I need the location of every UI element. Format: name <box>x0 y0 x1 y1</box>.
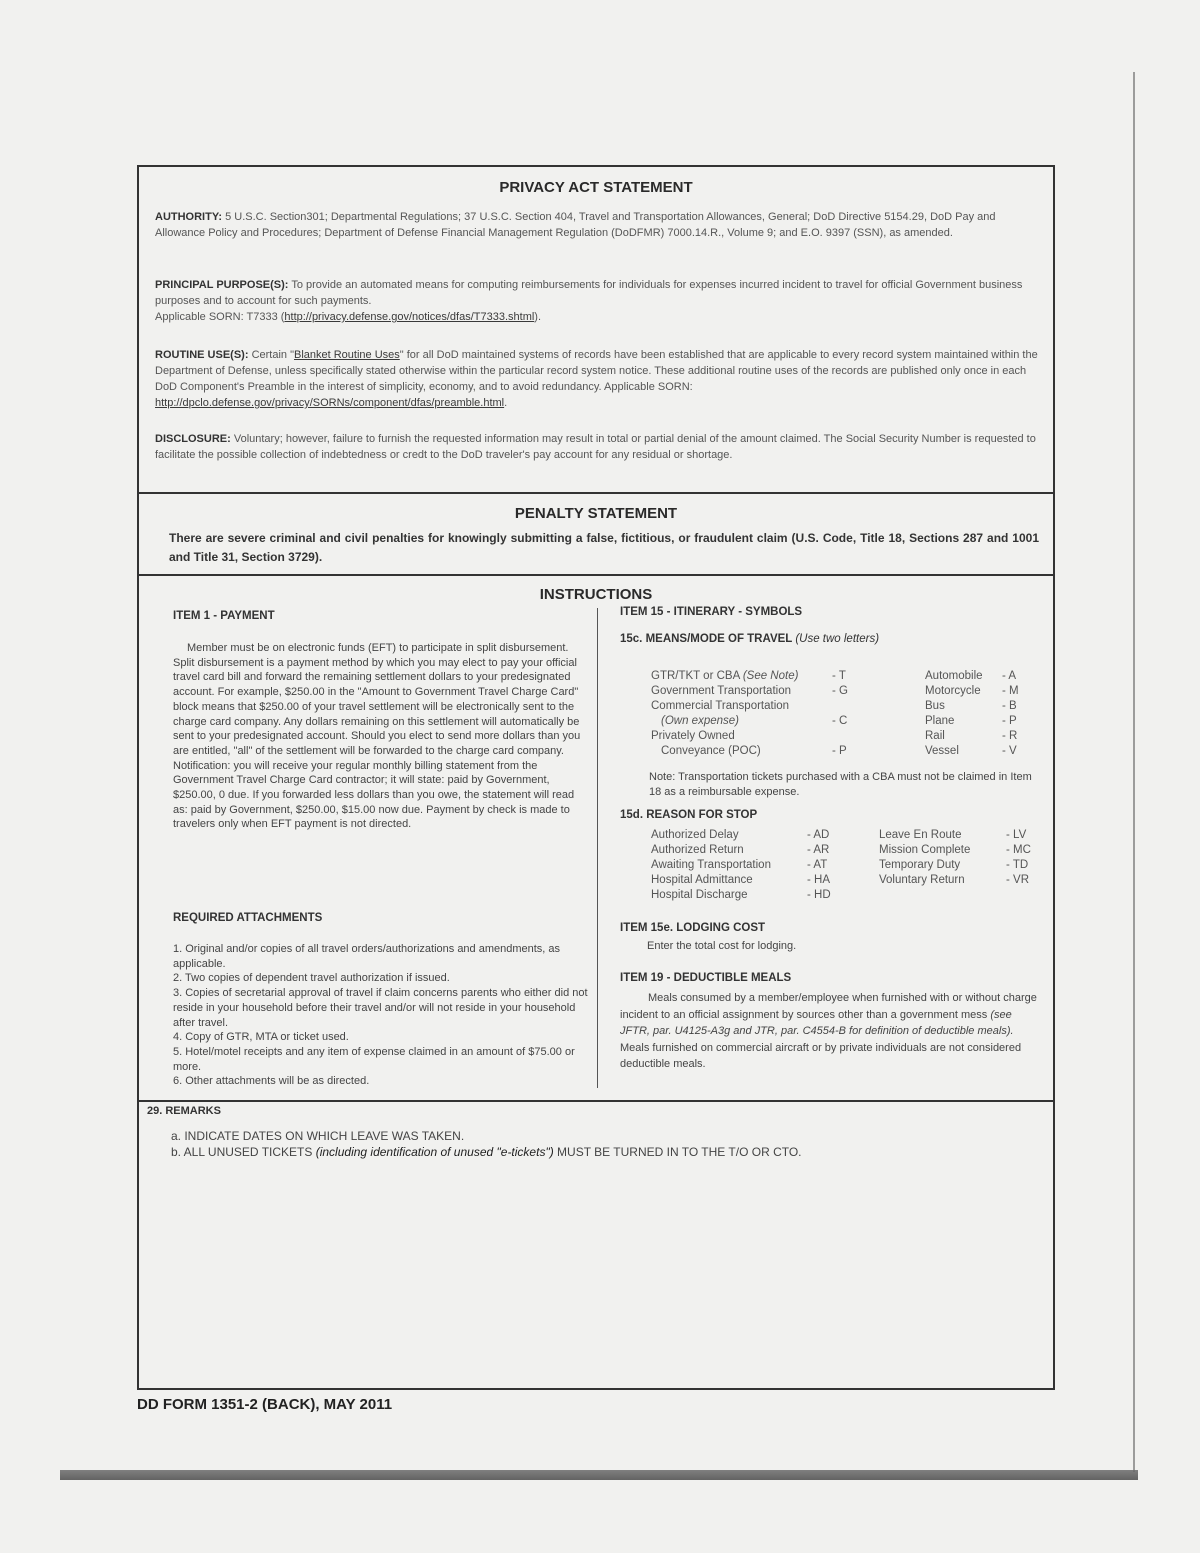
attachment-item: 1. Original and/or copies of all travel orders/authorizations and amendments, as applicable. <box>173 943 561 970</box>
remarks-line-b-italic: (including identification of unused "e-tickets") <box>315 1145 554 1159</box>
privacy-purpose <box>155 277 1045 325</box>
reason-row: Authorized Return <box>651 844 744 856</box>
means-mode-code: - R <box>1002 730 1018 742</box>
routine-pre: Certain " <box>251 349 294 361</box>
routine-end: . <box>504 397 508 409</box>
means-heading-note: (Use two letters) <box>795 633 880 645</box>
authority-text: 5 U.S.C. Section301; Departmental Regulations; 37 U.S.C. Section 404, Travel and Transportation Allowances, General; DoD Directive 5154.29, DoD Pay and Allowance Policy and Procedures; Department of Defense Financial Management Regulation (DoDFMR) 7000.14.R., Volume 9; and E.O. 9397 (SSN), as amended. <box>155 211 996 239</box>
means-heading <box>620 633 879 645</box>
penalty-text: There are severe criminal and civil penalties for knowingly submitting a false, fictitious, or fraudulent claim (U.S. Code, Title 18, Sections 287 and 1001 and Title 31, Section 3729). <box>169 531 1039 564</box>
meals-text-italic: (see JFTR, par. U4125-A3g and JTR, par. C4554-B for definition of deductible meals). <box>620 1008 1014 1037</box>
item15-heading: ITEM 15 - ITINERARY - SYMBOLS <box>620 606 803 618</box>
sorn-prefix: Applicable SORN: T7333 ( <box>155 311 285 323</box>
sheet-edge-right <box>1133 72 1135 1472</box>
divider-instructions <box>139 1100 1053 1102</box>
privacy-title: PRIVACY ACT STATEMENT <box>499 179 693 196</box>
means-mode-row: Rail <box>925 730 945 742</box>
means-code: - G <box>832 685 848 697</box>
purpose-label: PRINCIPAL PURPOSE(S): <box>155 279 289 291</box>
means-mode-row: Motorcycle <box>925 685 981 697</box>
item1-heading: ITEM 1 - PAYMENT <box>173 610 275 622</box>
preamble-link[interactable]: http://dpclo.defense.gov/privacy/SORNs/component/dfas/preamble.html <box>155 397 505 409</box>
attachments-heading: REQUIRED ATTACHMENTS <box>173 912 323 924</box>
attachment-item: 4. Copy of GTR, MTA or ticket used. <box>173 1031 349 1044</box>
sorn-suffix: ). <box>534 311 542 323</box>
reason-code: - AR <box>807 844 830 856</box>
remarks-line-a: a. INDICATE DATES ON WHICH LEAVE WAS TAKEN. <box>171 1129 465 1143</box>
means-row: Conveyance (POC) <box>661 745 761 757</box>
means-mode-code: - P <box>1002 715 1017 727</box>
means-heading-text: 15c. MEANS/MODE OF TRAVEL <box>620 633 793 645</box>
means-mode-code: - V <box>1002 745 1017 757</box>
means-label: GTR/TKT or CBA <box>651 670 740 682</box>
means-row: Privately Owned <box>651 730 735 742</box>
reason-code: - AT <box>807 859 828 871</box>
means-row: Government Transportation <box>651 685 791 697</box>
blanket-routine-uses-link[interactable]: Blanket Routine Uses <box>293 349 400 361</box>
form-frame <box>137 165 1055 1390</box>
meals-heading: ITEM 19 - DEDUCTIBLE MEALS <box>620 972 792 984</box>
means-footnote: Note: Transportation tickets purchased with a CBA must not be claimed in Item 18 as a reimbursable expense. <box>649 771 1032 798</box>
reason-row: Awaiting Transportation <box>651 859 771 871</box>
reason-row: Hospital Admittance <box>651 874 753 886</box>
reason-code: - HA <box>807 874 830 886</box>
sheet-edge-bottom <box>60 1470 1138 1480</box>
means-mode-code: - A <box>1002 670 1017 682</box>
reason-code: - MC <box>1006 844 1031 856</box>
lodging-text: Enter the total cost for lodging. <box>647 940 797 952</box>
means-label-note: (Own expense) <box>661 715 739 727</box>
form-id: DD FORM 1351-2 (BACK), MAY 2011 <box>137 1396 393 1413</box>
reason-row: Temporary Duty <box>879 859 961 871</box>
meals-text-2: Meals furnished on commercial aircraft or by private individuals are not considered deductible meals. <box>620 1041 1022 1070</box>
means-mode-row: Automobile <box>925 670 983 682</box>
divider-penalty <box>139 574 1053 576</box>
means-row: Commercial Transportation <box>651 700 790 712</box>
reason-row: Leave En Route <box>879 829 962 841</box>
instructions-title: INSTRUCTIONS <box>539 586 653 603</box>
reason-row: Mission Complete <box>879 844 971 856</box>
means-code: - P <box>832 745 847 757</box>
means-mode-row: Bus <box>925 700 945 712</box>
item1-text: Member must be on electronic funds (EFT) to participate in split disbursement. Split disbursement is a payment method by which you may elect to pay your official travel card bill and forward the remaining settlement dollars to your predesignated account. For example, $250.00 in the "Amount to Government Travel Charge Card" block means that $250.00 of your travel settlement will be electronically sent to the charge card company. Any dollars remaining on this settlement will automatically be sent to your predesignated account. Should you elect to send more dollars than you are entitled, "all" of the settlement will be forwarded to the charge card company. Notification: you will receive your regular monthly billing statement from the Government Travel Charge Card contractor; it will state: paid by Government, $250.00, 0 due. If you forwarded less dollars than you owe, the statement will read as: paid by Government, $250.00, $15.00 now due. Payment by check is made to travelers only when EFT payment is not directed. <box>173 642 581 831</box>
reason-code: - HD <box>807 889 831 901</box>
means-mode-code: - M <box>1002 685 1019 697</box>
reason-row: Voluntary Return <box>879 874 965 886</box>
means-code: - T <box>832 670 846 682</box>
purpose-text: To provide an automated means for computing reimbursements for individuals for expenses incurred incident to travel for official Government business purposes and to account for such payments. <box>155 279 1023 307</box>
means-row <box>661 715 739 727</box>
sorn-link[interactable]: http://privacy.defense.gov/notices/dfas/T7333.shtml <box>284 311 535 323</box>
reason-heading: 15d. REASON FOR STOP <box>620 809 758 821</box>
routine-label: ROUTINE USE(S): <box>155 349 249 361</box>
attachment-item: 5. Hotel/motel receipts and any item of expense claimed in an amount of $75.00 or more. <box>173 1045 575 1073</box>
meals-text <box>620 990 1040 1073</box>
means-mode-row: Vessel <box>925 745 959 757</box>
routine-text: " for all DoD maintained systems of records have been established that are applicable to every record system maintained within the Department of Defense, unless specifically stated otherwise within the particular record system notice. These additional routine uses of the records are published only once in each DoD Component's Preamble in the interest of simplicity, economy, and to avoid redundancy. Applicable SORN: <box>155 349 1038 393</box>
attachment-item: 3. Copies of secretarial approval of travel if claim concerns parents who either did not reside in your household before their travel and/or will not reside in your household after travel. <box>173 987 588 1029</box>
means-mode-row: Plane <box>925 715 955 727</box>
penalty-title: PENALTY STATEMENT <box>514 505 678 522</box>
remarks-line-b-post: MUST BE TURNED IN TO THE T/O OR CTO. <box>553 1145 802 1159</box>
reason-row: Hospital Discharge <box>651 889 748 901</box>
authority-label: AUTHORITY: <box>155 211 223 223</box>
reason-row: Authorized Delay <box>651 829 739 841</box>
attachment-item: 2. Two copies of dependent travel authorization if issued. <box>173 972 450 985</box>
remarks-line-b <box>171 1145 802 1159</box>
column-separator <box>597 608 598 1088</box>
remarks-line-b-pre: b. ALL UNUSED TICKETS <box>171 1145 316 1159</box>
reason-code: - TD <box>1006 859 1029 871</box>
attachment-item: 6. Other attachments will be as directed. <box>173 1075 370 1088</box>
privacy-routine <box>155 347 1045 411</box>
reason-code: - LV <box>1006 829 1027 841</box>
means-code: - C <box>832 715 848 727</box>
disclosure-text: Voluntary; however, failure to furnish the requested information may result in total or partial denial of the amount claimed. The Social Security Number is requested to facilitate the possible collection of indebtedness or credt to the DoD traveler's pay account for any residual or shortage. <box>155 433 1036 461</box>
means-row <box>651 670 798 682</box>
attachments-list <box>173 942 589 1089</box>
reason-code: - AD <box>807 829 830 841</box>
lodging-heading: ITEM 15e. LODGING COST <box>620 922 766 934</box>
divider-privacy <box>139 492 1053 494</box>
means-label-note: (See Note) <box>742 670 799 682</box>
disclosure-label: DISCLOSURE: <box>155 433 231 445</box>
means-mode-code: - B <box>1002 700 1017 712</box>
remarks-heading: 29. REMARKS <box>147 1105 221 1117</box>
privacy-disclosure <box>155 431 1045 463</box>
meals-text-1: Meals consumed by a member/employee when furnished with or without charge incident to an official assignment by sources other than a government mess <box>620 992 1037 1021</box>
reason-code: - VR <box>1006 874 1029 886</box>
privacy-authority <box>155 209 1045 241</box>
